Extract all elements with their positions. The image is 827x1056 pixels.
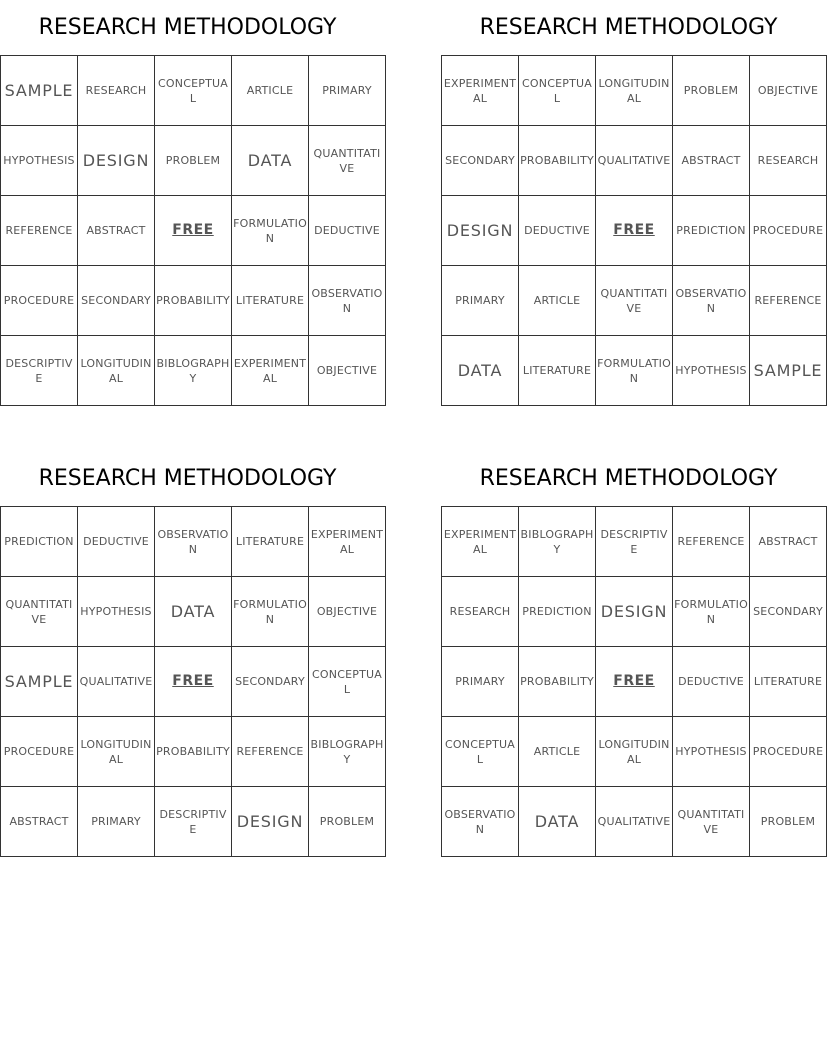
- bingo-cell: PREDICTION: [1, 507, 78, 577]
- bingo-cell: ABSTRACT: [78, 196, 155, 266]
- bingo-cell: LITERATURE: [750, 647, 827, 717]
- grid-row: [1, 336, 386, 406]
- card-title: RESEARCH METHODOLOGY: [38, 15, 337, 40]
- bingo-cell: HYPOTHESIS: [78, 577, 155, 647]
- bingo-cell: OBSERVATION: [673, 266, 750, 336]
- bingo-cell: LITERATURE: [232, 507, 309, 577]
- bingo-cell: REFERENCE: [673, 507, 750, 577]
- bingo-cell: PROBLEM: [750, 787, 827, 857]
- bingo-cell: PRIMARY: [442, 266, 519, 336]
- grid-row: [442, 196, 827, 266]
- grid-row: [442, 507, 827, 577]
- bingo-cell: FREE: [596, 196, 673, 266]
- bingo-cell: SAMPLE: [1, 647, 78, 717]
- bingo-cell: CONCEPTUAL: [519, 56, 596, 126]
- bingo-cell: RESEARCH: [442, 577, 519, 647]
- bingo-cell: REFERENCE: [1, 196, 78, 266]
- bingo-grid: [441, 506, 827, 857]
- grid-row: [442, 126, 827, 196]
- bingo-cell: DATA: [519, 787, 596, 857]
- bingo-grid: [441, 55, 827, 406]
- bingo-cell: OBJECTIVE: [309, 336, 386, 406]
- bingo-cell: PROBABILITY: [155, 266, 232, 336]
- bingo-cell: FREE: [155, 647, 232, 717]
- bingo-cell: PREDICTION: [519, 577, 596, 647]
- grid-row: [1, 577, 386, 647]
- grid-row: [442, 56, 827, 126]
- bingo-cell: SECONDARY: [78, 266, 155, 336]
- bingo-cell: QUALITATIVE: [78, 647, 155, 717]
- bingo-cell: DEDUCTIVE: [673, 647, 750, 717]
- bingo-cell: SAMPLE: [1, 56, 78, 126]
- grid-row: [1, 717, 386, 787]
- bingo-cell: PROBLEM: [673, 56, 750, 126]
- bingo-cell: DESCRIPTIVE: [155, 787, 232, 857]
- card-title: RESEARCH METHODOLOGY: [38, 466, 337, 491]
- bingo-cell: EXPERIMENTAL: [442, 56, 519, 126]
- bingo-cell: DATA: [442, 336, 519, 406]
- bingo-cell: CONCEPTUAL: [442, 717, 519, 787]
- bingo-cell: ABSTRACT: [750, 507, 827, 577]
- bingo-cell: LONGITUDINAL: [596, 717, 673, 787]
- grid-row: [1, 56, 386, 126]
- bingo-cell: FORMULATION: [232, 577, 309, 647]
- bingo-cell: QUANTITATIVE: [1, 577, 78, 647]
- bingo-cell: OBJECTIVE: [750, 56, 827, 126]
- bingo-cell: DATA: [232, 126, 309, 196]
- bingo-cell: DESIGN: [596, 577, 673, 647]
- bingo-cell: CONCEPTUAL: [309, 647, 386, 717]
- bingo-cell: QUALITATIVE: [596, 126, 673, 196]
- bingo-cell: DEDUCTIVE: [309, 196, 386, 266]
- bingo-card-4: [441, 451, 824, 857]
- bingo-cell: EXPERIMENTAL: [442, 507, 519, 577]
- bingo-cell: LONGITUDINAL: [596, 56, 673, 126]
- bingo-cell: PREDICTION: [673, 196, 750, 266]
- bingo-cell: OBJECTIVE: [309, 577, 386, 647]
- bingo-cell: PRIMARY: [78, 787, 155, 857]
- card-title: RESEARCH METHODOLOGY: [479, 466, 778, 491]
- bingo-cell: DESIGN: [78, 126, 155, 196]
- bingo-cell: BIBLOGRAPHY: [519, 507, 596, 577]
- bingo-cell: LITERATURE: [232, 266, 309, 336]
- grid-row: [1, 647, 386, 717]
- bingo-cell: LONGITUDINAL: [78, 336, 155, 406]
- grid-row: [442, 266, 827, 336]
- bingo-cell: QUANTITATIVE: [673, 787, 750, 857]
- bingo-cell: PROCEDURE: [750, 196, 827, 266]
- bingo-cell: ARTICLE: [519, 266, 596, 336]
- bingo-cell: PRIMARY: [309, 56, 386, 126]
- bingo-cell: DATA: [155, 577, 232, 647]
- bingo-cell: ARTICLE: [232, 56, 309, 126]
- bingo-cell: REFERENCE: [750, 266, 827, 336]
- bingo-cell: DEDUCTIVE: [78, 507, 155, 577]
- bingo-cell: RESEARCH: [750, 126, 827, 196]
- bingo-cell: PROCEDURE: [1, 717, 78, 787]
- bingo-cell: SECONDARY: [442, 126, 519, 196]
- bingo-cell: OBSERVATION: [155, 507, 232, 577]
- bingo-cell: FORMULATION: [596, 336, 673, 406]
- bingo-cell: PROBABILITY: [519, 647, 596, 717]
- bingo-cell: DESIGN: [232, 787, 309, 857]
- bingo-cell: EXPERIMENTAL: [232, 336, 309, 406]
- bingo-card-3: [0, 451, 384, 857]
- bingo-cell: EXPERIMENTAL: [309, 507, 386, 577]
- bingo-cell: SECONDARY: [232, 647, 309, 717]
- bingo-cell: RESEARCH: [78, 56, 155, 126]
- grid-row: [442, 336, 827, 406]
- bingo-cell: PROBLEM: [309, 787, 386, 857]
- bingo-cell: FREE: [596, 647, 673, 717]
- bingo-cell: OBSERVATION: [309, 266, 386, 336]
- grid-row: [1, 507, 386, 577]
- bingo-cell: HYPOTHESIS: [673, 336, 750, 406]
- bingo-cell: PRIMARY: [442, 647, 519, 717]
- bingo-cell: ABSTRACT: [673, 126, 750, 196]
- bingo-cell: QUANTITATIVE: [596, 266, 673, 336]
- bingo-cell: DESIGN: [442, 196, 519, 266]
- bingo-cell: QUALITATIVE: [596, 787, 673, 857]
- grid-row: [442, 577, 827, 647]
- bingo-cell: PROBABILITY: [155, 717, 232, 787]
- bingo-cell: PROCEDURE: [1, 266, 78, 336]
- bingo-cell: DESCRIPTIVE: [596, 507, 673, 577]
- bingo-cell: LONGITUDINAL: [78, 717, 155, 787]
- grid-row: [442, 647, 827, 717]
- grid-row: [442, 717, 827, 787]
- bingo-cell: QUANTITATIVE: [309, 126, 386, 196]
- bingo-cell: SAMPLE: [750, 336, 827, 406]
- bingo-cell: LITERATURE: [519, 336, 596, 406]
- bingo-cell: PROCEDURE: [750, 717, 827, 787]
- bingo-cell: DESCRIPTIVE: [1, 336, 78, 406]
- bingo-cell: HYPOTHESIS: [1, 126, 78, 196]
- bingo-cell: FORMULATION: [673, 577, 750, 647]
- bingo-cell: PROBLEM: [155, 126, 232, 196]
- bingo-cell: REFERENCE: [232, 717, 309, 787]
- bingo-card-2: [441, 0, 824, 406]
- bingo-cell: ABSTRACT: [1, 787, 78, 857]
- card-title: RESEARCH METHODOLOGY: [479, 15, 778, 40]
- grid-row: [1, 196, 386, 266]
- bingo-cell: FORMULATION: [232, 196, 309, 266]
- grid-row: [1, 787, 386, 857]
- bingo-grid: [0, 55, 386, 406]
- bingo-cell: FREE: [155, 196, 232, 266]
- bingo-cell: DEDUCTIVE: [519, 196, 596, 266]
- bingo-cell: CONCEPTUAL: [155, 56, 232, 126]
- grid-row: [1, 266, 386, 336]
- bingo-grid: [0, 506, 386, 857]
- bingo-cell: BIBLOGRAPHY: [155, 336, 232, 406]
- bingo-cell: PROBABILITY: [519, 126, 596, 196]
- bingo-cell: SECONDARY: [750, 577, 827, 647]
- grid-row: [1, 126, 386, 196]
- bingo-cell: BIBLOGRAPHY: [309, 717, 386, 787]
- bingo-cell: HYPOTHESIS: [673, 717, 750, 787]
- bingo-cell: OBSERVATION: [442, 787, 519, 857]
- bingo-cell: ARTICLE: [519, 717, 596, 787]
- grid-row: [442, 787, 827, 857]
- bingo-card-1: [0, 0, 383, 406]
